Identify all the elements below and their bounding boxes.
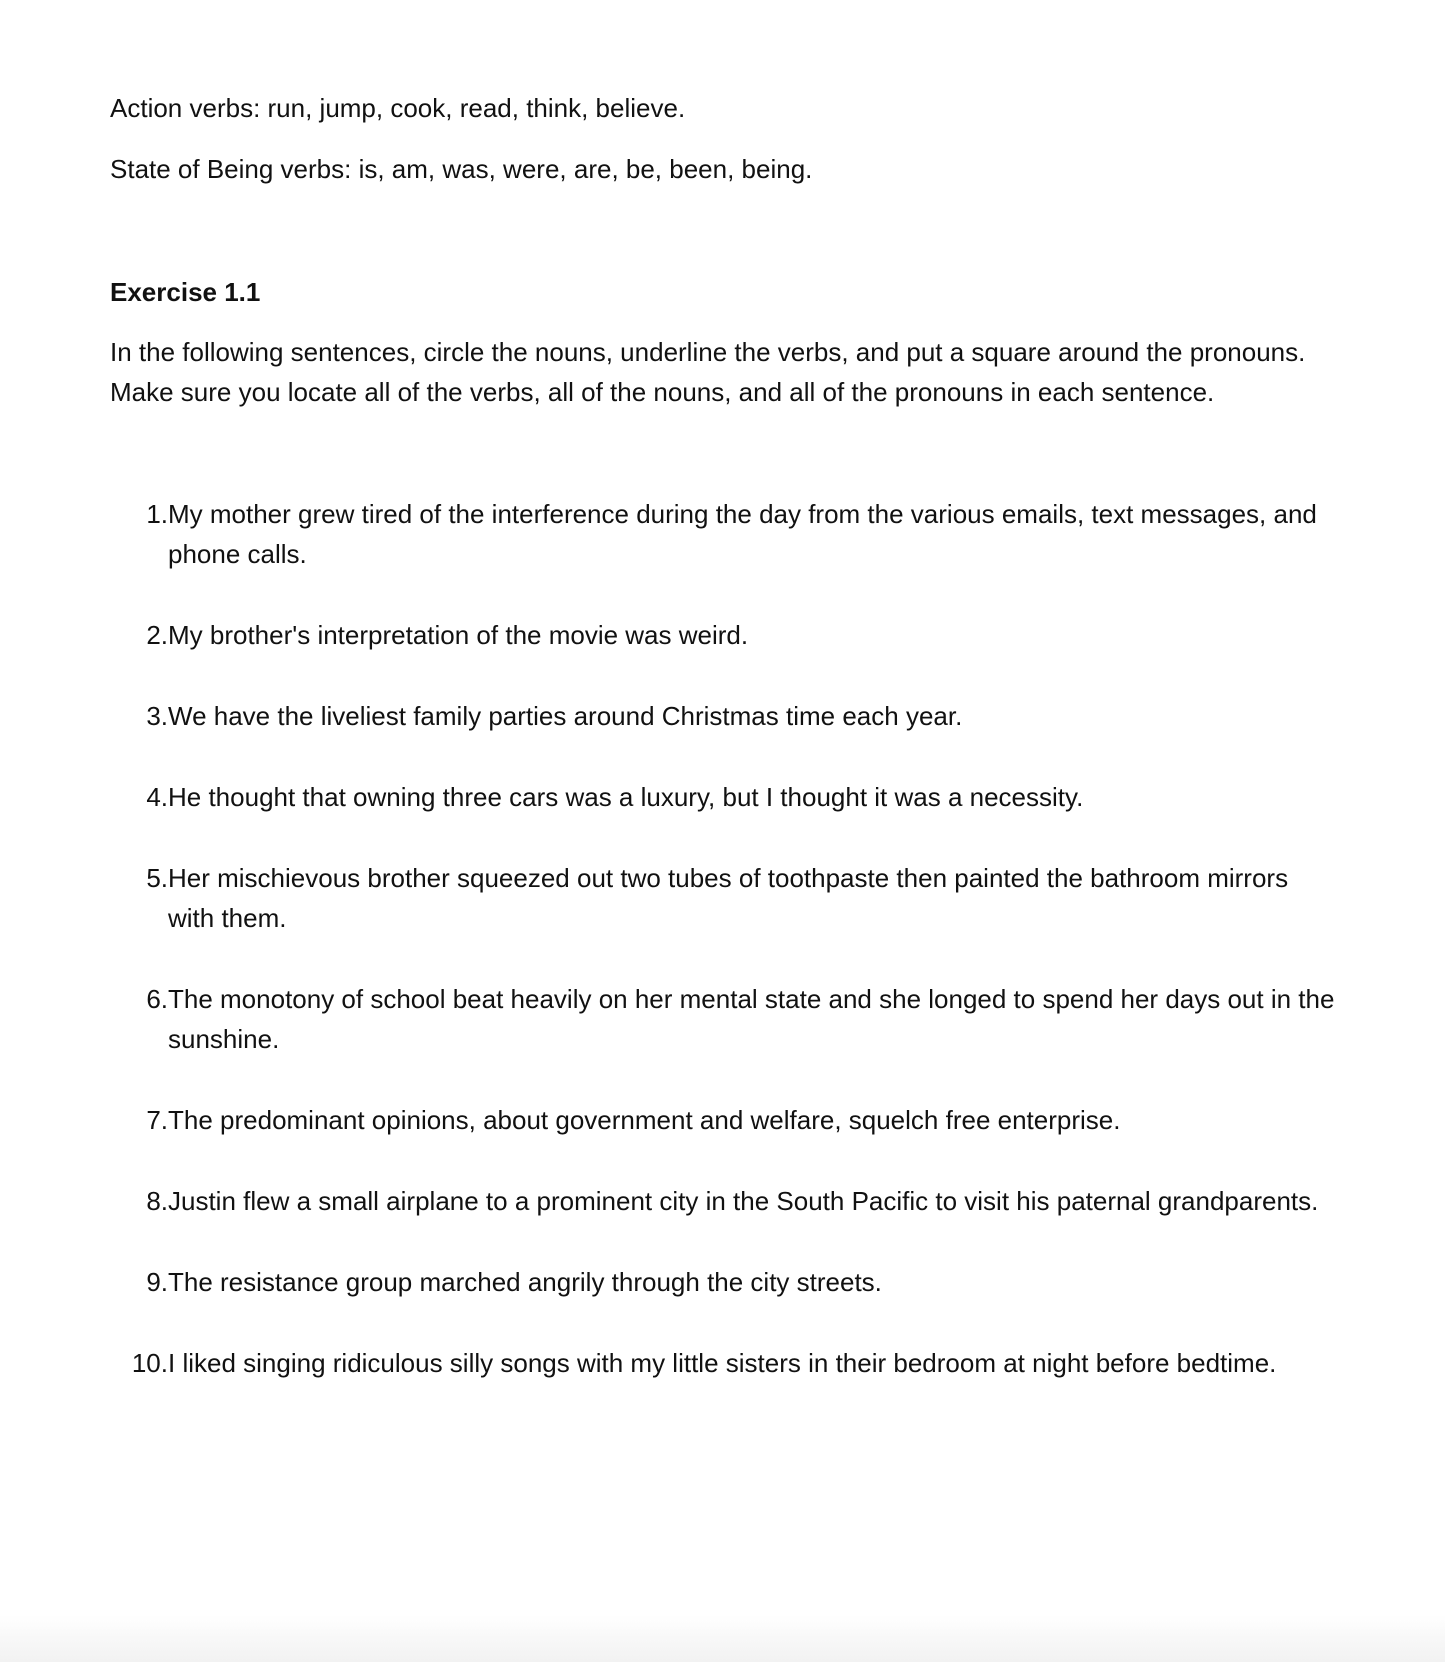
sentence-text: I liked singing ridiculous silly songs with my little sisters in their bedroom at night before bedtime. [168, 1348, 1277, 1378]
sentence-text: We have the liveliest family parties around Christmas time each year. [168, 701, 963, 731]
sentence-number: 10. [131, 1348, 168, 1378]
sentence-number: 4. [146, 782, 168, 812]
sentence-item-6 [110, 979, 1340, 1059]
sentence-number: 8. [146, 1186, 168, 1216]
exercise-instructions: In the following sentences, circle the nouns, underline the verbs, and put a square around the pronouns. Make sure you locate all of the verbs, all of the nouns, and all of the pronouns in each sentence. [110, 337, 1306, 407]
sentence-text: My brother's interpretation of the movie was weird. [168, 620, 749, 650]
sentence-item-7 [110, 1100, 1340, 1140]
sentence-item-1 [110, 494, 1340, 574]
sentence-item-5 [110, 858, 1340, 938]
sentence-item-9 [110, 1262, 1340, 1302]
sentence-number: 3. [146, 701, 168, 731]
sentence-item-10 [110, 1343, 1340, 1383]
sentence-text: My mother grew tired of the interference during the day from the various emails, text messages, and phone calls. [168, 499, 1317, 569]
sentence-item-2 [110, 615, 1340, 655]
exercise-title: Exercise 1.1 [110, 277, 261, 307]
sentence-item-4 [110, 777, 1340, 817]
sentence-text: Her mischievous brother squeezed out two tubes of toothpaste then painted the bathroom mirrors with them. [168, 863, 1289, 933]
sentence-text: The predominant opinions, about government and welfare, squelch free enterprise. [168, 1105, 1121, 1135]
sentence-number: 1. [146, 499, 168, 529]
sentence-text: He thought that owning three cars was a luxury, but I thought it was a necessity. [168, 782, 1084, 812]
state-of-being-verbs-line: State of Being verbs: is, am, was, were, are, be, been, being. [110, 154, 813, 184]
sentence-item-8 [110, 1181, 1340, 1221]
sentence-number: 9. [146, 1267, 168, 1297]
sentence-number: 6. [146, 984, 168, 1014]
sentence-number: 7. [146, 1105, 168, 1135]
action-verbs-line: Action verbs: run, jump, cook, read, think, believe. [110, 93, 686, 123]
sentence-number: 5. [146, 863, 168, 893]
document-content [110, 88, 1340, 1383]
sentence-item-3 [110, 696, 1340, 736]
sentence-list [110, 494, 1340, 1383]
sentence-text: The monotony of school beat heavily on her mental state and she longed to spend her days out in the sunshine. [168, 984, 1335, 1054]
sentence-text: Justin flew a small airplane to a prominent city in the South Pacific to visit his paternal grandparents. [168, 1186, 1319, 1216]
sentence-text: The resistance group marched angrily through the city streets. [168, 1267, 882, 1297]
sentence-number: 2. [146, 620, 168, 650]
